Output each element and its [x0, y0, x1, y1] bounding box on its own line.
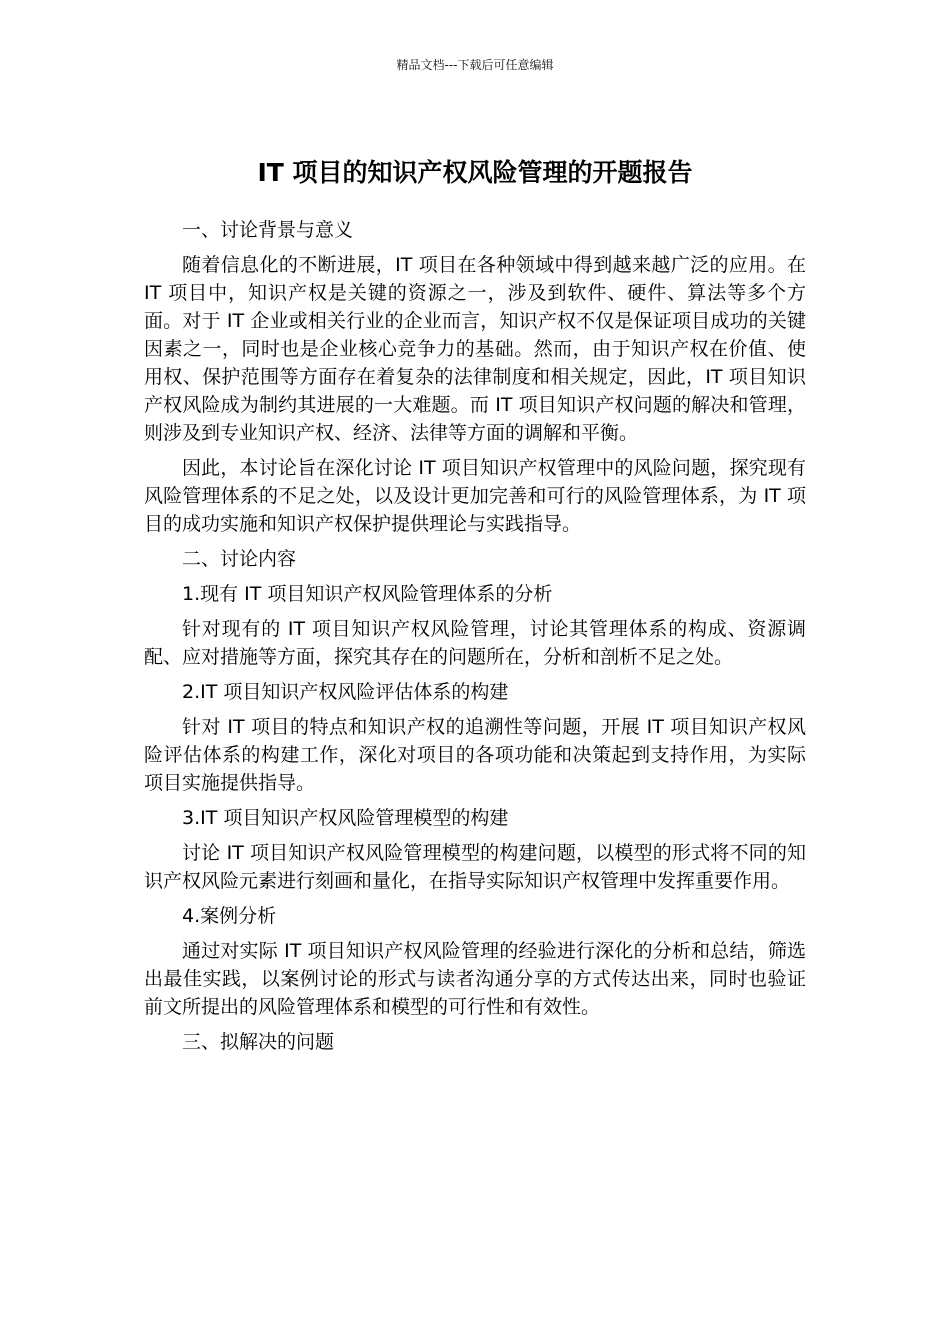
paragraph-background-1: 随着信息化的不断进展，IT 项目在各种领域中得到越来越广泛的应用。在 IT 项目中，知识产权是关键的资源之一，涉及到软件、硬件、算法等多个方面。对于 IT 企业或相关行业的企业而言，知识产权不仅是保证项目成功的关键因素之一，同时也是企业核心竞争力的基础。然而，由于知识产权在价值、使用权、保护范围等方面存在着复杂的法律制度和相关规定，因此，IT 项目知识产权风险成为制约其进展的一大难题。而 IT 项目知识产权问题的解决和管理，则涉及到专业知识产权、经济、法律等方面的调解和平衡。	[144, 254, 806, 444]
subsection-heading-3: 3.IT 项目知识产权风险管理模型的构建	[182, 807, 509, 829]
paragraph-background-2: 因此，本讨论旨在深化讨论 IT 项目知识产权管理中的风险问题，探究现有风险管理体系的不足之处，以及设计更加完善和可行的风险管理体系，为 IT 项目的成功实施和知识产权保护提供理论与实践指导。	[144, 457, 806, 535]
document-title: IT 项目的知识产权风险管理的开题报告	[257, 157, 693, 187]
document-body	[144, 216, 806, 1063]
subsection-heading-2: 2.IT 项目知识产权风险评估体系的构建	[182, 681, 509, 703]
section-heading-background: 一、讨论背景与意义	[182, 219, 354, 241]
section-heading-content: 二、讨论内容	[182, 548, 297, 570]
subsection-paragraph-3: 讨论 IT 项目知识产权风险管理模型的构建问题，以模型的形式将不同的知识产权风险元素进行刻画和量化，在指导实际知识产权管理中发挥重要作用。	[144, 842, 806, 892]
page-header-note: 精品文档---下载后可任意编辑	[396, 58, 554, 72]
section-heading-problems: 三、拟解决的问题	[182, 1031, 335, 1053]
subsection-heading-4: 4.案例分析	[182, 905, 277, 927]
subsection-paragraph-4: 通过对实际 IT 项目知识产权风险管理的经验进行深化的分析和总结，筛选出最佳实践，以案例讨论的形式与读者沟通分享的方式传达出来，同时也验证前文所提出的风险管理体系和模型的可行性和有效性。	[144, 940, 806, 1018]
subsection-heading-1: 1.现有 IT 项目知识产权风险管理体系的分析	[182, 583, 553, 605]
subsection-paragraph-1: 针对现有的 IT 项目知识产权风险管理，讨论其管理体系的构成、资源调配、应对措施等方面，探究其存在的问题所在，分析和剖析不足之处。	[144, 618, 806, 668]
subsection-paragraph-2: 针对 IT 项目的特点和知识产权的追溯性等问题，开展 IT 项目知识产权风险评估体系的构建工作，深化对项目的各项功能和决策起到支持作用，为实际项目实施提供指导。	[144, 716, 806, 794]
